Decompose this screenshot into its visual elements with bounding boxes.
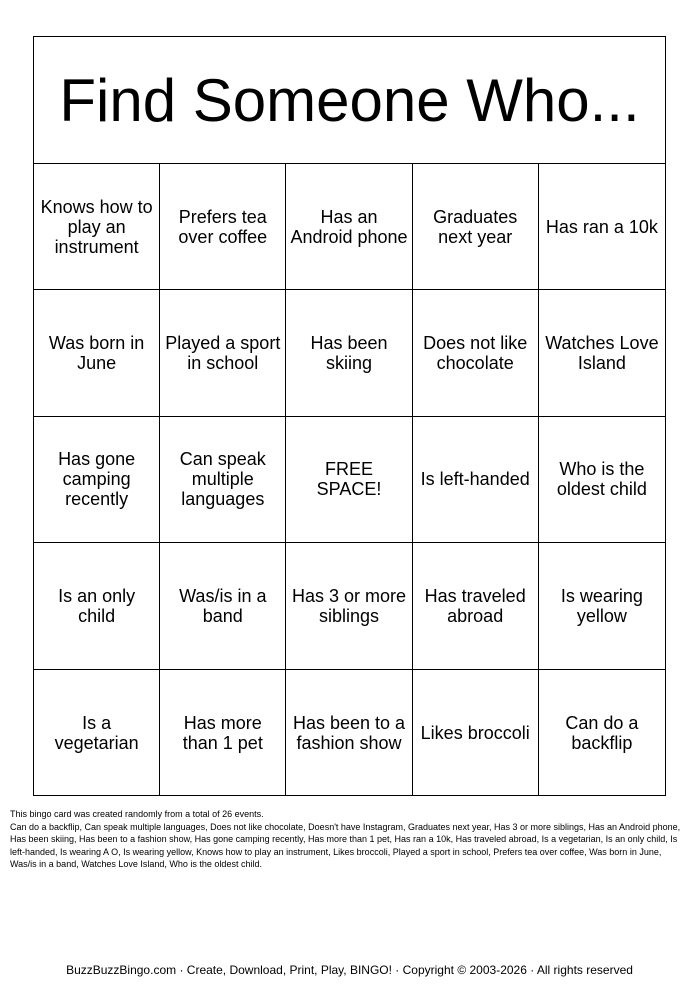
card-title: Find Someone Who... xyxy=(34,37,665,164)
bingo-cell: Knows how to play an instrument xyxy=(34,164,160,290)
bingo-cell: Likes broccoli xyxy=(413,670,539,796)
card-info xyxy=(10,808,690,871)
bingo-cell: Does not like chocolate xyxy=(413,290,539,416)
bingo-cell: Who is the oldest child xyxy=(539,417,665,543)
bingo-cell: Is wearing yellow xyxy=(539,543,665,669)
footer-text: BuzzBuzzBingo.com · Create, Download, Print, Play, BINGO! · Copyright © 2003-2026 · All rights reserved xyxy=(66,963,633,977)
bingo-cell: Graduates next year xyxy=(413,164,539,290)
bingo-cell: Has been skiing xyxy=(286,290,412,416)
bingo-cell: Is a vegetarian xyxy=(34,670,160,796)
bingo-grid xyxy=(34,164,665,796)
bingo-cell: Has traveled abroad xyxy=(413,543,539,669)
bingo-cell: Has been to a fashion show xyxy=(286,670,412,796)
bingo-cell: Has 3 or more siblings xyxy=(286,543,412,669)
bingo-cell: Was born in June xyxy=(34,290,160,416)
bingo-cell: Prefers tea over coffee xyxy=(160,164,286,290)
bingo-card xyxy=(33,36,666,796)
bingo-cell: Has ran a 10k xyxy=(539,164,665,290)
info-summary: This bingo card was created randomly from a total of 26 events. xyxy=(10,809,264,819)
bingo-cell: Watches Love Island xyxy=(539,290,665,416)
bingo-cell: Played a sport in school xyxy=(160,290,286,416)
bingo-cell: Is left-handed xyxy=(413,417,539,543)
bingo-cell: Can do a backflip xyxy=(565,712,639,753)
bingo-cell: Can speak multiple languages xyxy=(160,417,286,543)
bingo-cell: Has gone camping recently xyxy=(34,417,160,543)
info-event-list: Can do a backflip, Can speak multiple languages, Does not like chocolate, Doesn't have Instagram, Graduates next year, Has 3 or more siblings, Has an Android phone, Has been skiing, Has been to a fashion show, Has gone camping recently, Has more than 1 pet, Has ran a 10k, Has traveled abroad, Is a vegetarian, Is an only child, Is left-handed, Is wearing A O, Is wearing yellow, Knows how to play an instrument, Likes broccoli, Played a sport in school, Prefers tea over coffee, Was born in June, Was/is in a band, Watches Love Island, Who is the oldest child. xyxy=(10,821,681,869)
free-space-cell: FREE SPACE! xyxy=(286,417,412,543)
bingo-cell: Was/is in a band xyxy=(160,543,286,669)
bingo-cell: Has an Android phone xyxy=(286,164,412,290)
bingo-cell: Is an only child xyxy=(34,543,160,669)
bingo-cell: Has more than 1 pet xyxy=(160,670,286,796)
